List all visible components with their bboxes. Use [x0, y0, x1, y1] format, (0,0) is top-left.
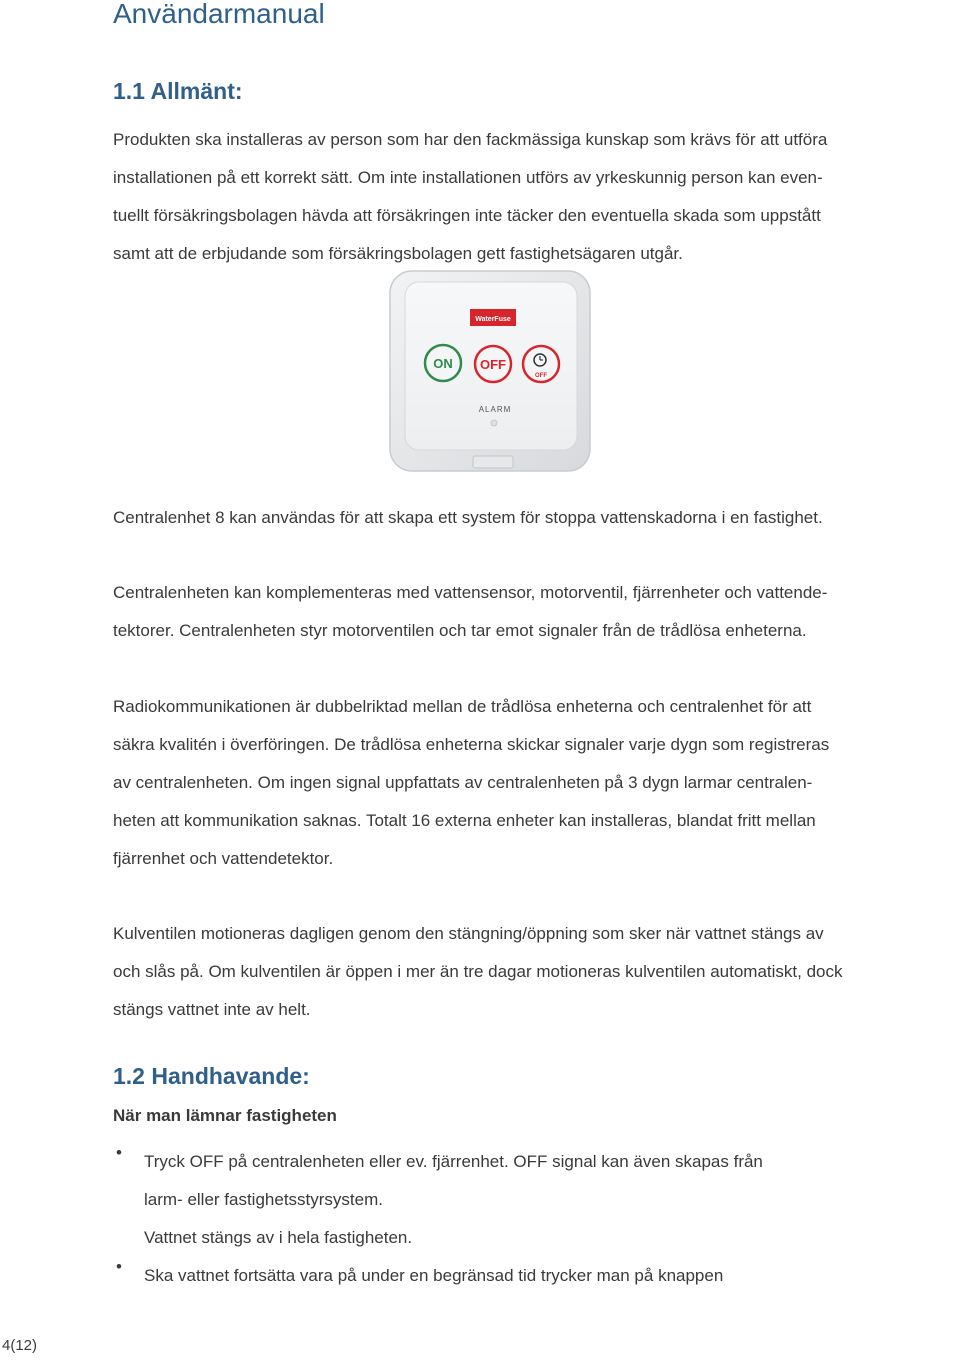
text-line: Tryck OFF på centralenheten eller ev. fjärrenhet. OFF signal kan även skapas från	[144, 1152, 763, 1171]
paragraph-centralenhet	[113, 499, 933, 537]
text-line: tuellt försäkringsbolagen hävda att försäkringen inte täcker den eventuella skada som uppstått	[113, 206, 821, 225]
alarm-label: ALARM	[478, 405, 512, 414]
timer-off-button	[523, 346, 559, 382]
bottom-connector	[473, 456, 513, 468]
device-illustration	[385, 266, 595, 478]
text-line: stängs vattnet inte av helt.	[113, 1000, 311, 1019]
paragraph-kulventil	[113, 915, 933, 1029]
text-line: Produkten ska installeras av person som har den fackmässiga kunskap som krävs för att utföra	[113, 130, 828, 149]
text-line: fjärrenhet och vattendetektor.	[113, 849, 334, 868]
off-button	[475, 346, 511, 382]
text-line: Radiokommunikationen är dubbelriktad mellan de trådlösa enheterna och centralenhet för att	[113, 697, 812, 716]
text-line: och slås på. Om kulventilen är öppen i mer än tre dagar motioneras kulventilen automatiskt, dock	[113, 962, 843, 981]
text-line: samt att de erbjudande som försäkringsbolagen gett fastighetsägaren utgår.	[113, 244, 683, 263]
section-heading-allmant: 1.1 Allmänt:	[113, 78, 243, 104]
on-button	[425, 345, 461, 381]
text-line: Centralenhet 8 kan användas för att skapa ett system för stoppa vattenskadorna i en fastighet.	[113, 508, 823, 527]
text-line: Centralenheten kan komplementeras med vattensensor, motorventil, fjärrenheter och vattende-	[113, 583, 828, 602]
text-line: heten att kommunikation saknas. Totalt 16 externa enheter kan installeras, blandat fritt mellan	[113, 811, 816, 830]
central-unit-photo	[385, 266, 595, 478]
section-heading-handhavande: 1.2 Handhavande:	[113, 1063, 310, 1089]
paragraph-radiokommunikation	[113, 688, 933, 878]
document-title: Användarmanual	[113, 0, 325, 29]
page-number: 4(12)	[2, 1337, 38, 1354]
text-line: av centralenheten. Om ingen signal uppfattats av centralenheten på 3 dygn larmar centralen-	[113, 773, 813, 792]
text-line: Kulventilen motioneras dagligen genom den stängning/öppning som sker när vattnet stängs av	[113, 924, 824, 943]
bullet-item	[144, 1143, 924, 1257]
svg-text:WaterFuse: WaterFuse	[475, 316, 511, 323]
svg-text:OFF: OFF	[480, 357, 506, 372]
text-line: säkra kvalitén i överföringen. De trådlösa enheterna skickar signaler varje dygn som registreras	[113, 735, 830, 754]
text-line: tektorer. Centralenheten styr motorventilen och tar emot signaler från de trådlösa enheterna.	[113, 621, 807, 640]
svg-text:OFF: OFF	[535, 373, 547, 379]
text-line: installationen på ett korrekt sätt. Om inte installationen utförs av yrkeskunnig person kan even-	[113, 168, 823, 187]
brand-logo	[470, 309, 516, 326]
intro-paragraph	[113, 121, 933, 273]
bullet-item	[144, 1257, 924, 1295]
text-line: Vattnet stängs av i hela fastigheten.	[144, 1228, 413, 1247]
bullet-marker: •	[116, 1143, 122, 1162]
text-line: larm- eller fastighetsstyrsystem.	[144, 1190, 383, 1209]
svg-text:ON: ON	[433, 356, 453, 371]
text-line: Ska vattnet fortsätta vara på under en begränsad tid trycker man på knappen	[144, 1266, 724, 1285]
paragraph-komplement	[113, 574, 933, 650]
alarm-led	[491, 420, 497, 426]
subheading-lamnar-fastigheten: När man lämnar fastigheten	[113, 1106, 337, 1125]
bullet-marker: •	[116, 1257, 122, 1276]
